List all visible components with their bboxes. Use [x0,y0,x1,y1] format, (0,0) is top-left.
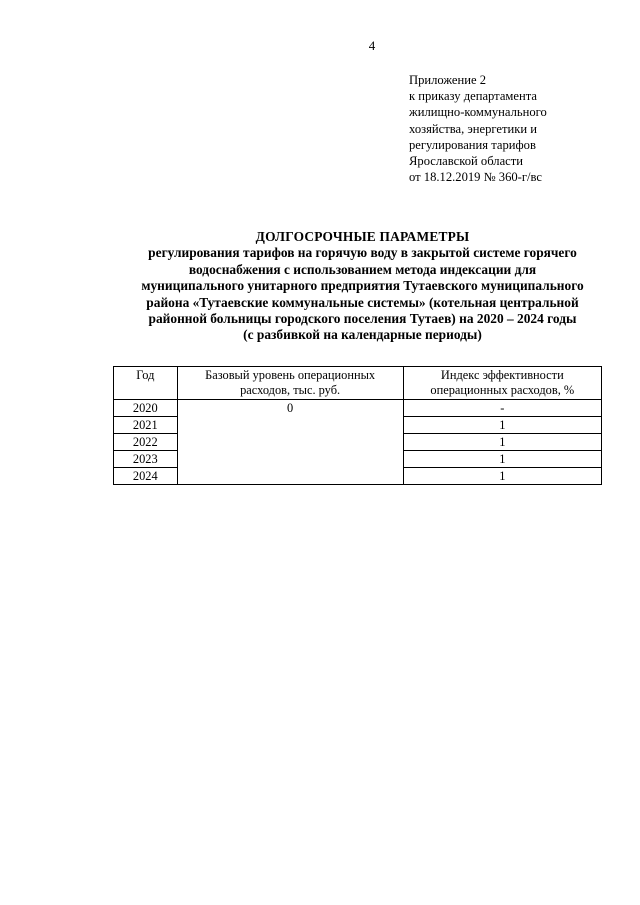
appendix-line: к приказу департамента [409,89,537,104]
cell-index: - [403,400,601,417]
appendix-block [409,72,629,185]
cell-year: 2022 [114,434,178,451]
header-base-line: расходов, тыс. руб. [240,382,341,397]
cell-year: 2020 [114,400,178,417]
document-title [100,229,625,344]
title-line: района «Тутаевские коммунальные системы» (котельная центральной [146,294,579,310]
header-index-line: операционных расходов, % [430,382,575,397]
title-line: районной больницы городского поселения Тутаев) на 2020 – 2024 годы [148,311,577,327]
header-year-label: Год [136,368,155,382]
page-number: 4 [368,38,376,53]
header-base-line: Базовый уровень операционных [205,368,376,382]
appendix-line: Приложение 2 [409,73,487,87]
main-title: ДОЛГОСРОЧНЫЕ ПАРАМЕТРЫ [255,229,470,244]
appendix-line: регулирования тарифов [409,137,536,152]
header-year [114,367,178,400]
title-line: водоснабжения с использованием метода индексации для [188,261,537,277]
title-line: регулирования тарифов на горячую воду в закрытой системе горячего [148,245,577,261]
appendix-line: хозяйства, энергетики и [409,121,537,136]
title-line: муниципального унитарного предприятия Тутаевского муниципального [141,278,584,294]
cell-index: 1 [403,417,601,434]
cell-base-value: 0 [177,400,403,485]
cell-index: 1 [403,434,601,451]
appendix-line: от 18.12.2019 № 360-г/вс [409,170,542,185]
table-header-row [114,367,602,400]
appendix-line: жилищно-коммунального [409,105,547,120]
cell-year: 2024 [114,468,178,485]
parameters-table [113,366,602,485]
cell-year: 2023 [114,451,178,468]
header-efficiency-index [403,367,601,400]
table-row [114,400,602,417]
title-line: (с разбивкой на календарные периоды) [243,327,482,343]
cell-year: 2021 [114,417,178,434]
cell-index: 1 [403,468,601,485]
header-base-level [177,367,403,400]
appendix-line: Ярославской области [409,154,523,169]
cell-index: 1 [403,451,601,468]
header-index-line: Индекс эффективности [440,368,564,382]
